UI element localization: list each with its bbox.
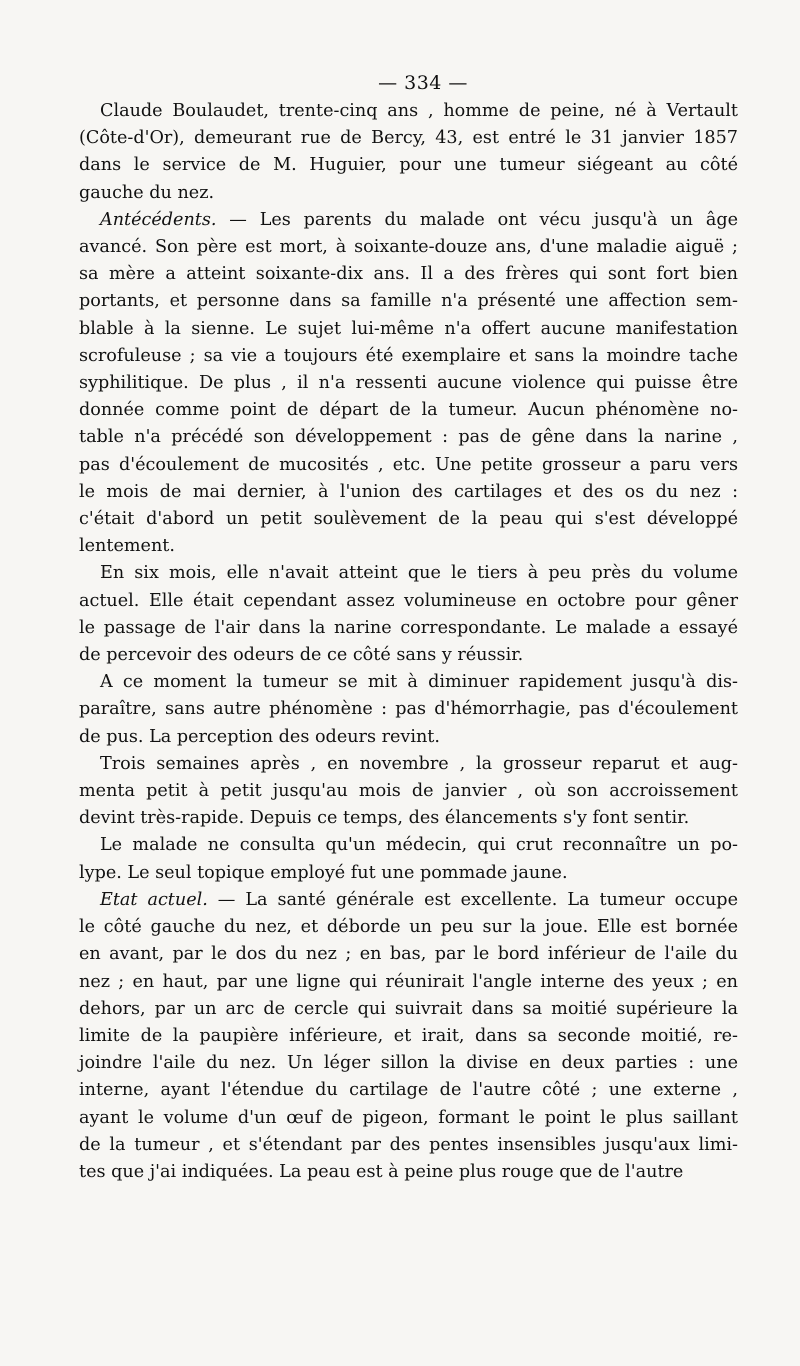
body-text <box>79 98 738 1186</box>
paragraph <box>79 207 738 561</box>
text-line: A ce moment la tumeur se mit à diminuer rapidement jusqu'à dis- <box>100 672 738 693</box>
text-line: Etat actuel. — La santé générale est excellente. La tumeur occupe <box>100 889 738 910</box>
paragraph <box>79 887 738 1186</box>
paragraph <box>79 832 738 886</box>
text-line: blable à la sienne. Le sujet lui-même n'a offert aucune manifestation <box>79 318 738 339</box>
text-line: lype. Le seul topique employé fut une pommade jaune. <box>79 862 568 883</box>
text-line: pas d'écoulement de mucosités , etc. Une petite grosseur a paru vers <box>79 454 738 475</box>
text-line: Trois semaines après , en novembre , la grosseur reparut et aug- <box>100 753 738 774</box>
text-line: dehors, par un arc de cercle qui suivrait dans sa moitié supérieure la <box>79 998 738 1019</box>
text-line: devint très-rapide. Depuis ce temps, des élancements s'y font sentir. <box>79 808 690 829</box>
text-line: gauche du nez. <box>79 182 215 203</box>
text-line: donnée comme point de départ de la tumeur. Aucun phénomène no- <box>79 400 738 421</box>
text-line: limite de la paupière inférieure, et irait, dans sa seconde moitié, re- <box>79 1025 738 1046</box>
text-line: En six mois, elle n'avait atteint que le tiers à peu près du volume <box>100 563 738 584</box>
text-line: en avant, par le dos du nez ; en bas, par le bord inférieur de l'aile du <box>79 944 738 965</box>
text-line: interne, ayant l'étendue du cartilage de l'autre côté ; une externe , <box>79 1080 738 1101</box>
text-line: table n'a précédé son développement : pas de gêne dans la narine , <box>79 427 738 448</box>
text-line: nez ; en haut, par une ligne qui réunirait l'angle interne des yeux ; en <box>79 971 738 992</box>
text-line: syphilitique. De plus , il n'a ressenti aucune violence qui puisse être <box>79 373 738 394</box>
paragraph <box>79 98 738 207</box>
text-line: de percevoir des odeurs de ce côté sans y réussir. <box>79 645 524 666</box>
text-line: dans le service de M. Huguier, pour une tumeur siégeant au côté <box>79 155 738 176</box>
paragraph <box>79 560 738 669</box>
text-line: portants, et personne dans sa famille n'a présenté une affection sem- <box>79 291 738 312</box>
text-line: le passage de l'air dans la narine correspondante. Le malade a essayé <box>79 617 738 638</box>
paragraph <box>79 751 738 833</box>
section-heading: Antécédents. <box>100 209 217 230</box>
text-line: menta petit à petit jusqu'au mois de janvier , où son accroissement <box>79 781 738 802</box>
text-line: sa mère a atteint soixante-dix ans. Il a des frères qui sont fort bien <box>79 264 738 285</box>
text-line: de la tumeur , et s'étendant par des pentes insensibles jusqu'aux limi- <box>79 1134 738 1155</box>
text-line: ayant le volume d'un œuf de pigeon, formant le point le plus saillant <box>79 1107 738 1128</box>
text-line: avancé. Son père est mort, à soixante-douze ans, d'une maladie aiguë ; <box>79 237 738 258</box>
text-line: joindre l'aile du nez. Un léger sillon la divise en deux parties : une <box>79 1053 738 1074</box>
text-line: Le malade ne consulta qu'un médecin, qui crut reconnaître un po- <box>100 835 738 856</box>
text-line: de pus. La perception des odeurs revint. <box>79 726 440 747</box>
text-line: Antécédents. — Les parents du malade ont vécu jusqu'à un âge <box>100 209 738 230</box>
text-line: le mois de mai dernier, à l'union des cartilages et des os du nez : <box>79 481 738 502</box>
text-line: actuel. Elle était cependant assez volumineuse en octobre pour gêner <box>79 590 738 611</box>
text-line: c'était d'abord un petit soulèvement de la peau qui s'est développé <box>79 509 738 530</box>
text-line: (Côte-d'Or), demeurant rue de Bercy, 43, est entré le 31 janvier 1857 <box>79 128 738 149</box>
text-line: tes que j'ai indiquées. La peau est à peine plus rouge que de l'autre <box>79 1161 684 1182</box>
text-line: scrofuleuse ; sa vie a toujours été exemplaire et sans la moindre tache <box>79 345 738 366</box>
text-line: le côté gauche du nez, et déborde un peu sur la joue. Elle est bornée <box>79 917 738 938</box>
text-line: lentement. <box>79 536 175 557</box>
text-line: Claude Boulaudet, trente-cinq ans , homme de peine, né à Vertault <box>100 101 738 121</box>
paragraph <box>79 669 738 751</box>
page-number: — 334 — <box>378 72 468 94</box>
section-heading: Etat actuel. <box>100 889 208 910</box>
text-line: paraître, sans autre phénomène : pas d'hémorrhagie, pas d'écoulement <box>79 699 738 720</box>
